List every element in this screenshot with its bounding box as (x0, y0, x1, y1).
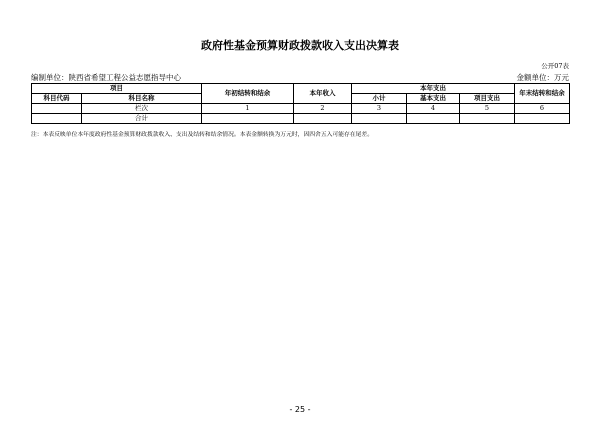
header-start-balance: 年初结转和结余 (202, 84, 294, 104)
header-name: 科目名称 (82, 94, 202, 104)
column-number-row (32, 104, 570, 114)
table-cell (202, 114, 294, 124)
amount-unit: 金额单位：万元 (516, 73, 569, 82)
org-unit: 编制单位：陕西省希望工程公益志愿指导中心 (31, 73, 181, 82)
header-basic: 基本支出 (407, 94, 460, 104)
column-number: 6 (515, 104, 570, 114)
table-cell (294, 114, 352, 124)
table-cell (32, 104, 82, 114)
column-number: 5 (460, 104, 515, 114)
budget-table (31, 83, 570, 124)
header-income: 本年收入 (294, 84, 352, 104)
header-item: 项目 (32, 84, 202, 94)
header-code: 科目代码 (32, 94, 82, 104)
header-subtotal: 小计 (352, 94, 407, 104)
table-cell (460, 114, 515, 124)
column-label: 栏次 (82, 104, 202, 114)
page-number: - 25 - (289, 405, 311, 414)
column-number: 4 (407, 104, 460, 114)
header-project: 项目支出 (460, 94, 515, 104)
column-number: 2 (294, 104, 352, 114)
total-row (32, 114, 570, 124)
table-cell (515, 114, 570, 124)
header-expense: 本年支出 (352, 84, 515, 94)
header-row-1 (32, 84, 570, 94)
column-number: 3 (352, 104, 407, 114)
column-number: 1 (202, 104, 294, 114)
page-title: 政府性基金预算财政拨款收入支出决算表 (201, 39, 399, 52)
header-end-balance: 年末结转和结余 (515, 84, 570, 104)
total-label: 合计 (82, 114, 202, 124)
form-code: 公开07表 (541, 62, 569, 70)
table-note: 注：本表反映单位本年度政府性基金预算财政拨款收入、支出及结转和结余情况。本表金额转换为万元时，因四舍五入可能存在尾差。 (31, 132, 374, 138)
table-cell (407, 114, 460, 124)
table-cell (352, 114, 407, 124)
table-cell (32, 114, 82, 124)
